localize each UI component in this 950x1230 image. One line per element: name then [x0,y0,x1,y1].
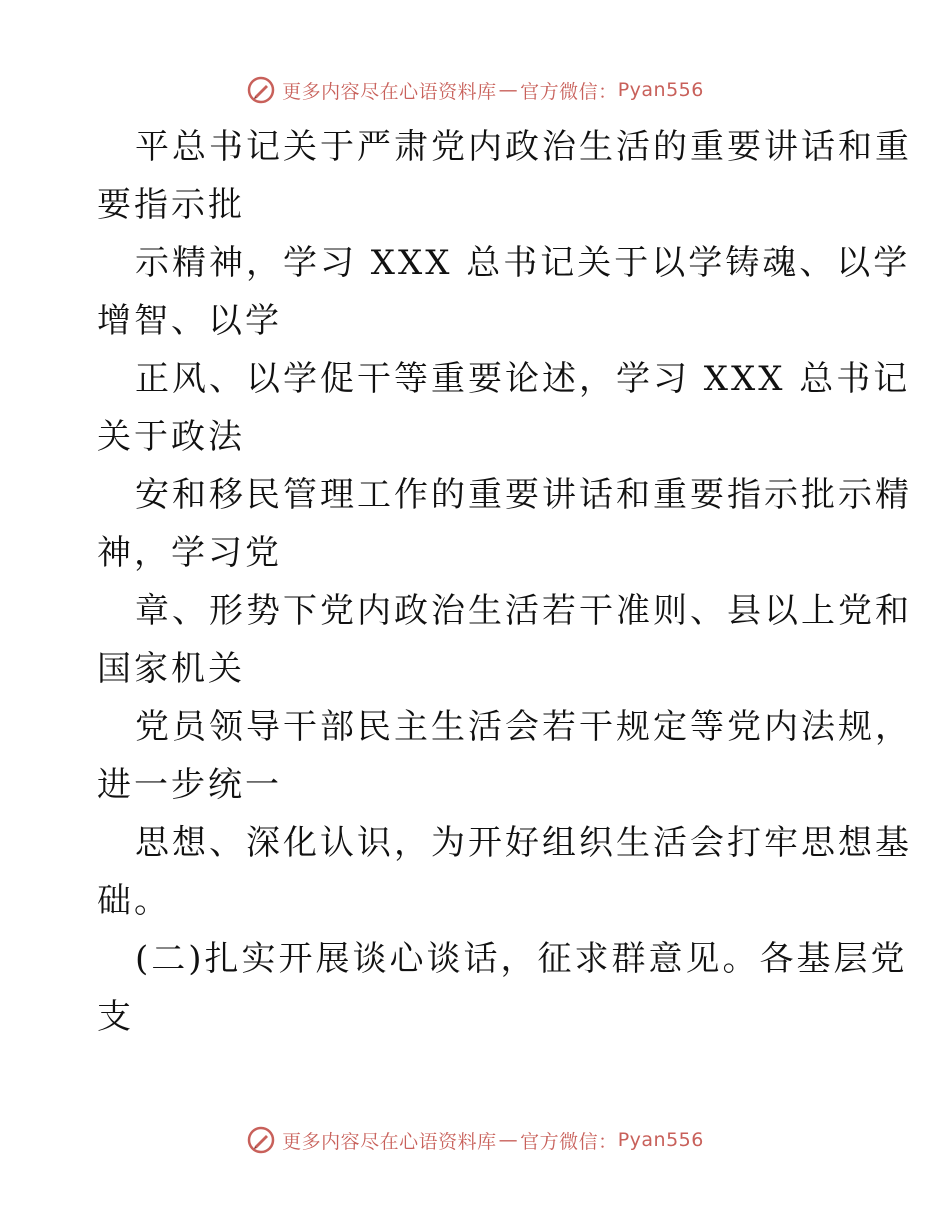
text-line: (二)扎实开展谈心谈话，征求群意见。各基层党 [135,939,908,979]
text-line: 平总书记关于严肃党内政治生活的重要讲话和重 [135,127,912,167]
pen-logo-icon [246,75,276,105]
text-line: 神，学习党 [97,533,282,573]
watermark-wechat-id: Pyan556 [617,1129,704,1151]
text-line: 础。 [97,881,171,921]
watermark-wechat-id: Pyan556 [617,79,704,101]
text-line: 党员领导干部民主生活会若干规定等党内法规， [135,707,912,747]
text-line: 进一步统一 [97,765,282,805]
text-line: 正风、以学促干等重要论述，学习 XXX 总书记 [135,359,911,399]
watermark-separator: — [498,79,519,101]
text-line: 支 [97,997,134,1037]
watermark-text: 更多内容尽在心语资料库 [282,80,497,103]
header-watermark [0,70,950,110]
text-line: 章、形势下党内政治生活若干准则、县以上党和 [135,591,912,631]
text-line: 国家机关 [97,649,245,689]
watermark-wechat-label: 官方微信： [520,80,618,103]
text-line: 增智、以学 [97,301,282,341]
document-body [97,118,912,1046]
text-line: 安和移民管理工作的重要讲话和重要指示批示精 [135,475,912,515]
watermark-wechat-label: 官方微信： [520,1130,618,1153]
footer-watermark [0,1120,950,1160]
text-line: 要指示批 [97,185,245,225]
text-line: 示精神，学习 XXX 总书记关于以学铸魂、以学 [135,243,911,283]
watermark-text: 更多内容尽在心语资料库 [282,1130,497,1153]
watermark-separator: — [498,1129,519,1151]
pen-logo-icon [246,1125,276,1155]
text-line: 关于政法 [97,417,245,457]
text-line: 思想、深化认识，为开好组织生活会打牢思想基 [135,823,912,863]
